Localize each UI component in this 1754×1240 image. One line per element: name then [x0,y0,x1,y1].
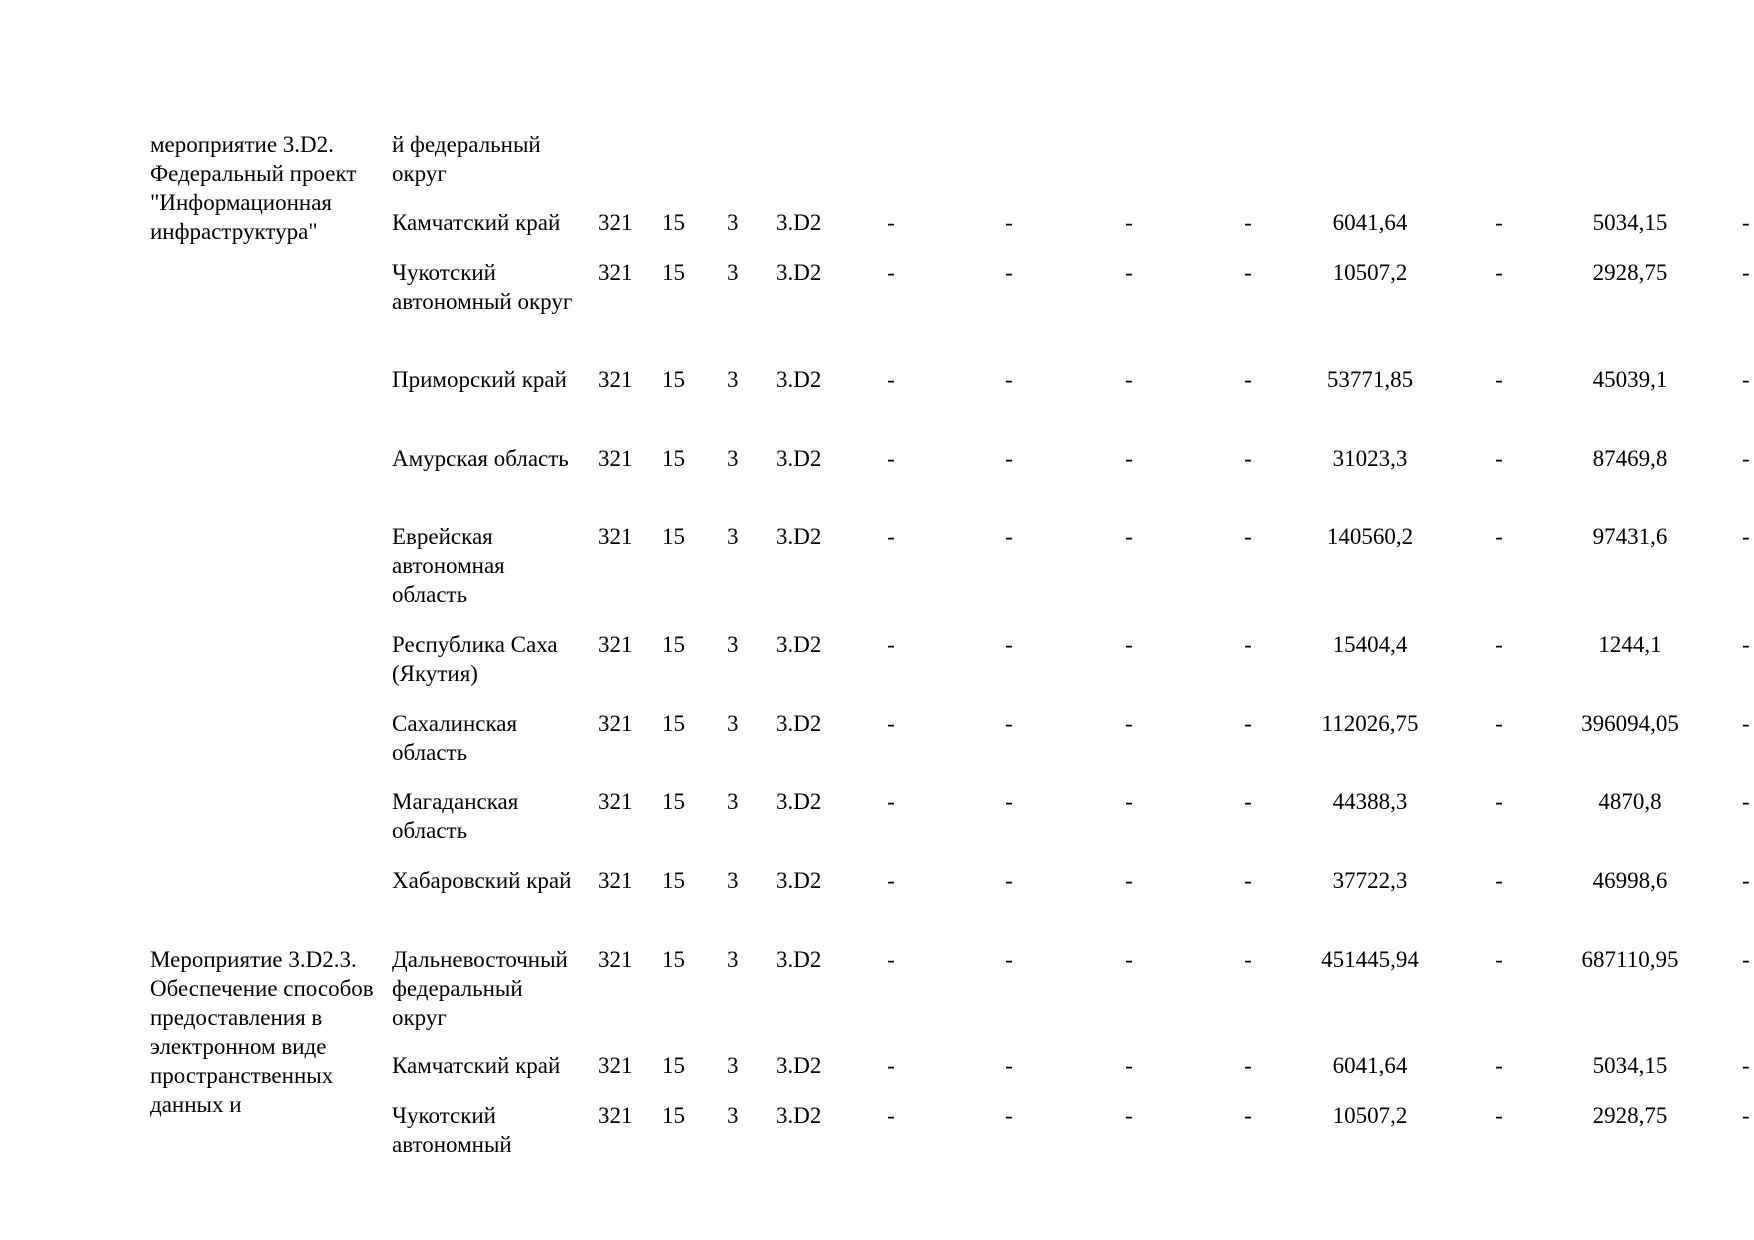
grbs-cell: 321 [598,260,633,285]
table-row [0,1051,1754,1080]
dash-cell: - [1125,1103,1133,1128]
dash-cell: - [1005,367,1013,392]
value2-cell: 87469,8 [1592,446,1668,471]
dash-cell: - [1244,260,1252,285]
dash-cell: - [1742,868,1750,893]
dash-cell: - [1495,632,1503,657]
dash-cell: - [1005,789,1013,814]
cs-cell: 3.D2 [776,1103,822,1128]
value2-cell: 4870,8 [1598,789,1662,814]
value1-cell: 53771,85 [1326,367,1414,392]
pr-cell: 3 [727,524,739,549]
region-cell: Республика Саха (Якутия) [392,632,558,686]
dash-cell: - [1125,711,1133,736]
dash-cell: - [1495,947,1503,972]
rz-cell: 15 [662,789,685,814]
cs-cell: 3.D2 [776,711,822,736]
dash-cell: - [1742,524,1750,549]
dash-cell: - [1742,1103,1750,1128]
dash-cell: - [1005,260,1013,285]
dash-cell: - [1005,210,1013,235]
pr-cell: 3 [727,789,739,814]
dash-cell: - [1742,367,1750,392]
region-cell: Чукотский автономный [392,1103,512,1157]
dash-cell: - [1495,260,1503,285]
table-row [0,709,1754,765]
pr-cell: 3 [727,1053,739,1078]
dash-cell: - [887,367,895,392]
cs-cell: 3.D2 [776,210,822,235]
dash-cell: - [1742,789,1750,814]
grbs-cell: 321 [598,1103,633,1128]
table-row [0,866,1754,895]
rz-cell: 15 [662,210,685,235]
dash-cell: - [887,1053,895,1078]
dash-cell: - [1495,524,1503,549]
dash-cell: - [1244,711,1252,736]
rz-cell: 15 [662,367,685,392]
value1-cell: 6041,64 [1332,210,1408,235]
dash-cell: - [1005,1053,1013,1078]
dash-cell: - [887,868,895,893]
rz-cell: 15 [662,632,685,657]
dash-cell: - [1495,446,1503,471]
region-cell: Магаданская область [392,789,519,843]
region-cell: Дальневосточный федеральный округ [392,947,568,1030]
dash-cell: - [1244,210,1252,235]
dash-cell: - [1244,868,1252,893]
rz-cell: 15 [662,446,685,471]
block-label: Мероприятие 3.D2.3. Обеспечение способов предоставления в электронном виде пространственных данных и [150,947,374,1117]
rz-cell: 15 [662,947,685,972]
value2-cell: 5034,15 [1592,210,1668,235]
dash-cell: - [887,1103,895,1128]
dash-cell: - [1125,947,1133,972]
cs-cell: 3.D2 [776,524,822,549]
dash-cell: - [887,789,895,814]
dash-cell: - [1244,789,1252,814]
dash-cell: - [887,632,895,657]
cs-cell: 3.D2 [776,1053,822,1078]
rz-cell: 15 [662,524,685,549]
region-cell: Еврейская автономная область [392,524,505,607]
dash-cell: - [1125,524,1133,549]
dash-cell: - [887,524,895,549]
dash-cell: - [1244,632,1252,657]
dash-cell: - [1742,446,1750,471]
dash-cell: - [1244,947,1252,972]
region-cell: Амурская область [392,446,569,471]
cs-cell: 3.D2 [776,868,822,893]
region-cell: Камчатский край [392,1053,561,1078]
cs-cell: 3.D2 [776,789,822,814]
grbs-cell: 321 [598,210,633,235]
grbs-cell: 321 [598,524,633,549]
dash-cell: - [1005,1103,1013,1128]
rz-cell: 15 [662,1103,685,1128]
pr-cell: 3 [727,1103,739,1128]
continued-region-cell: й федеральный округ [392,132,541,186]
table-row [0,787,1754,843]
table-row [0,1101,1754,1157]
region-cell: Чукотский автономный округ [392,260,573,314]
dash-cell: - [1495,711,1503,736]
cs-cell: 3.D2 [776,446,822,471]
dash-cell: - [1742,1053,1750,1078]
value1-cell: 31023,3 [1332,446,1408,471]
table-row [0,365,1754,394]
dash-cell: - [1495,367,1503,392]
value2-cell: 5034,15 [1592,1053,1668,1078]
block-label: мероприятие 3.D2. Федеральный проект "Информационная инфраструктура" [150,132,357,244]
cs-cell: 3.D2 [776,367,822,392]
value1-cell: 140560,2 [1326,524,1414,549]
cs-cell: 3.D2 [776,632,822,657]
grbs-cell: 321 [598,711,633,736]
dash-cell: - [1495,789,1503,814]
value2-cell: 97431,6 [1592,524,1668,549]
cs-cell: 3.D2 [776,947,822,972]
value2-cell: 1244,1 [1598,632,1662,657]
dash-cell: - [1244,367,1252,392]
pr-cell: 3 [727,446,739,471]
pr-cell: 3 [727,210,739,235]
rz-cell: 15 [662,711,685,736]
grbs-cell: 321 [598,868,633,893]
grbs-cell: 321 [598,632,633,657]
grbs-cell: 321 [598,789,633,814]
dash-cell: - [887,711,895,736]
dash-cell: - [1244,1053,1252,1078]
dash-cell: - [1244,446,1252,471]
dash-cell: - [1125,868,1133,893]
value1-cell: 6041,64 [1332,1053,1408,1078]
value1-cell: 451445,94 [1321,947,1419,972]
grbs-cell: 321 [598,947,633,972]
dash-cell: - [1742,632,1750,657]
table-row [0,444,1754,473]
dash-cell: - [1495,210,1503,235]
dash-cell: - [1742,711,1750,736]
dash-cell: - [1125,789,1133,814]
table-row [0,208,1754,237]
dash-cell: - [1742,210,1750,235]
dash-cell: - [1742,260,1750,285]
dash-cell: - [1005,446,1013,471]
value1-cell: 112026,75 [1321,711,1419,736]
pr-cell: 3 [727,632,739,657]
table-row [0,522,1754,607]
region-cell: Приморский край [392,367,567,392]
value1-cell: 37722,3 [1332,868,1408,893]
dash-cell: - [1244,1103,1252,1128]
table-row [0,630,1754,686]
dash-cell: - [1244,524,1252,549]
dash-cell: - [1495,868,1503,893]
dash-cell: - [1005,524,1013,549]
dash-cell: - [1742,947,1750,972]
value1-cell: 10507,2 [1332,260,1408,285]
grbs-cell: 321 [598,446,633,471]
value1-cell: 10507,2 [1332,1103,1408,1128]
value2-cell: 2928,75 [1592,260,1668,285]
dash-cell: - [1005,947,1013,972]
dash-cell: - [1125,632,1133,657]
value2-cell: 46998,6 [1592,868,1668,893]
pr-cell: 3 [727,868,739,893]
region-cell: Хабаровский край [392,868,572,893]
table-row [0,945,1754,1030]
rz-cell: 15 [662,1053,685,1078]
dash-cell: - [1005,632,1013,657]
dash-cell: - [1495,1103,1503,1128]
rz-cell: 15 [662,260,685,285]
value2-cell: 687110,95 [1581,947,1679,972]
dash-cell: - [1125,260,1133,285]
dash-cell: - [1005,711,1013,736]
dash-cell: - [1125,210,1133,235]
region-cell: Сахалинская область [392,711,518,765]
value2-cell: 396094,05 [1581,711,1679,736]
cs-cell: 3.D2 [776,260,822,285]
region-cell: Камчатский край [392,210,561,235]
dash-cell: - [887,947,895,972]
value2-cell: 2928,75 [1592,1103,1668,1128]
value1-cell: 15404,4 [1332,632,1408,657]
dash-cell: - [1125,446,1133,471]
dash-cell: - [887,446,895,471]
dash-cell: - [1495,1053,1503,1078]
dash-cell: - [887,260,895,285]
pr-cell: 3 [727,260,739,285]
pr-cell: 3 [727,711,739,736]
pr-cell: 3 [727,367,739,392]
grbs-cell: 321 [598,367,633,392]
dash-cell: - [1005,868,1013,893]
dash-cell: - [1125,1053,1133,1078]
rz-cell: 15 [662,868,685,893]
pr-cell: 3 [727,947,739,972]
dash-cell: - [1125,367,1133,392]
grbs-cell: 321 [598,1053,633,1078]
table-row [0,258,1754,314]
dash-cell: - [887,210,895,235]
value1-cell: 44388,3 [1332,789,1408,814]
value2-cell: 45039,1 [1592,367,1668,392]
